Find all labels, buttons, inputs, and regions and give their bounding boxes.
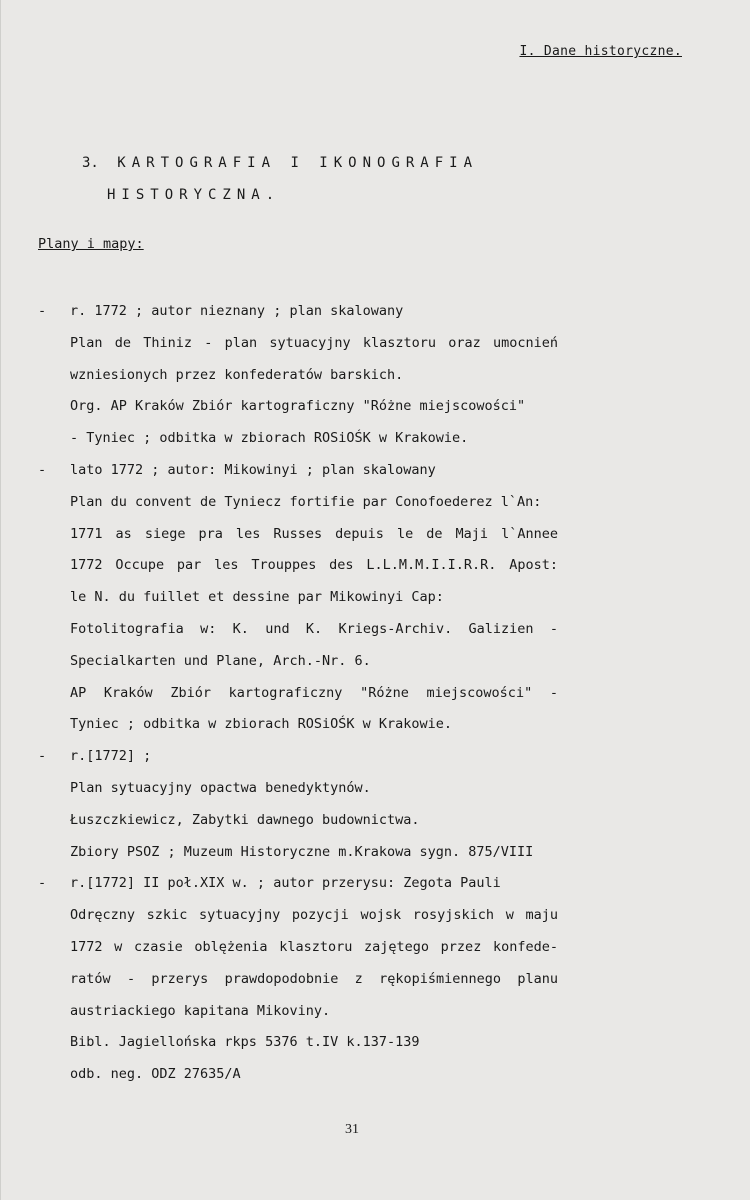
entry-line: austriackiego kapitana Mikoviny. [70,1002,331,1019]
entry-line: 1772 w czasie oblężenia klasztoru zajętego przez konfede- [70,938,558,955]
list-dash: - [38,461,47,478]
entry-line: - Tyniec ; odbitka w zbiorach ROSiOŚK w Krakowie. [70,430,469,447]
list-dash: - [38,748,47,765]
entry-line: r. 1772 ; autor nieznany ; plan skalowany [70,303,404,319]
entry-line: r.[1772] II poł.XIX w. ; autor przerysu: Zegota Pauli [70,875,501,892]
section-title [82,147,478,211]
entry-line: Tyniec ; odbitka w zbiorach ROSiOŚK w Krakowie. [70,716,453,733]
section-number: 3. [82,155,99,171]
subheading-plans-maps: Plany i mapy: [38,236,144,252]
page-number: 31 [345,1122,359,1137]
running-header: I. Dane historyczne. [519,44,682,59]
section-title-line1: KARTOGRAFIA I IKONOGRAFIA [117,155,479,171]
entry-line: lato 1772 ; autor: Mikowinyi ; plan skalowany [70,461,436,478]
list-item [38,868,678,1091]
entry-line: AP Kraków Zbiór kartograficzny "Różne miejscowości" - [70,684,558,701]
entry-line: Bibl. Jagiellońska rkps 5376 t.IV k.137-139 [70,1034,420,1051]
entry-line: le N. du fuillet et dessine par Mikowinyi Cap: [70,589,444,606]
list-item [38,741,678,868]
entry-line: Plan de Thiniz - plan sytuacyjny klasztoru oraz umocnień [70,334,558,351]
entry-line: Odręczny szkic sytuacyjny pozycji wojsk rosyjskich w maju [70,907,558,924]
entry-line: Plan du convent de Tyniecz fortifie par Conofoederez l`An: [70,493,542,510]
entry-line: Plan sytuacyjny opactwa benedyktynów. [70,779,371,796]
list-dash: - [38,875,47,892]
entry-line: Zbiory PSOZ ; Muzeum Historyczne m.Krakowa sygn. 875/VIII [70,843,534,860]
entry-line: Specialkarten und Plane, Arch.-Nr. 6. [70,652,371,669]
section-title-line2: HISTORYCZNA. [107,187,281,203]
list-item [38,455,678,741]
entries-list [38,296,678,1091]
entry-line: r.[1772] ; [70,748,152,765]
list-dash: - [38,303,47,319]
entry-line: 1772 Occupe par les Trouppes des L.L.M.M.I.I.R.R. Apost: [70,557,558,574]
entry-line: ratów - przerys prawdopodobnie z rękopiśmiennego planu [70,970,558,987]
entry-line: 1771 as siege pra les Russes depuis le de Maji l`Annee [70,525,558,542]
entry-line: Łuszczkiewicz, Zabytki dawnego budownictwa. [70,811,420,828]
list-item [38,296,678,455]
entry-line: odb. neg. ODZ 27635/A [70,1066,241,1083]
entry-line: Org. AP Kraków Zbiór kartograficzny "Różne miejscowości" [70,398,526,415]
entry-line: Fotolitografia w: K. und K. Kriegs-Archiv. Galizien - [70,620,558,637]
entry-line: wzniesionych przez konfederatów barskich. [70,366,404,383]
